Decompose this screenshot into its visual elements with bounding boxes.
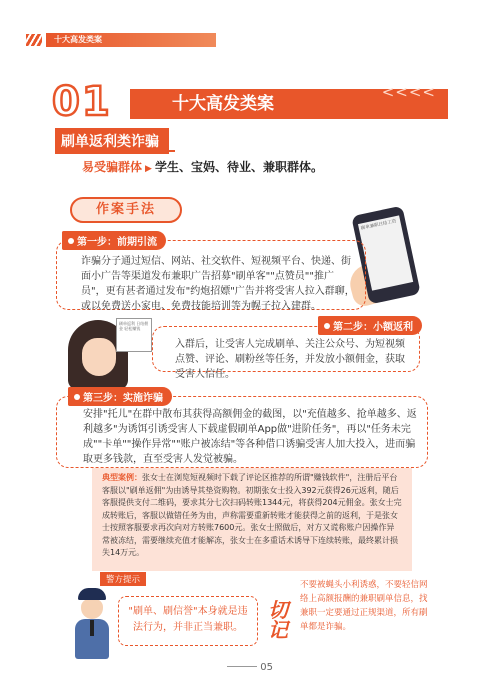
step-2-title: 第二步：小额返利	[333, 322, 413, 333]
step-1-label	[62, 231, 166, 250]
step-2-text: 入群后，让受害人完成刷单、关注公众号、为短视频点赞、评论、刷粉丝等任务，并发放小额佣金，获取受害人信任。	[175, 339, 405, 380]
phone-screen: 刷单兼职日结工资	[358, 215, 413, 290]
police-tie	[90, 620, 94, 636]
chevrons-icon: <<<<	[381, 83, 436, 101]
police-officer-illustration	[72, 588, 112, 666]
page-number-rule	[227, 666, 257, 667]
step-2-label	[318, 316, 422, 335]
victims-label: 易受骗群体	[82, 160, 143, 174]
stripe-decoration	[26, 34, 42, 46]
typical-case-text: 张女士在浏览短视频时下载了评论区推荐的所谓"赚钱软件"，注册后平台客服以"刷单返佣"为由诱导其垫资购物。初期张女士投入392元获得26元返利，随后客服提供支付二维码，要求其分七次扫码转账1344元，将获得204元佣金。张女士完成转账后，客服以做错任务为由，声称需要重新转账才能获得之前的返利，于是张女士按照客服要求再次向对方转账7600元。张女士照做后，对方又谎称账户因操作异常被冻结，需要继续充值才能解冻，张女士在多重话术诱导下连续转账，最终累计损失14万元。	[102, 473, 402, 557]
qieji-heading: 切记	[268, 598, 288, 642]
tip-right-text: 不要被蝇头小利诱惑，不要轻信网络上高额报酬的兼职刷单信息，找兼职一定要通过正规渠道，所有刷单都是诈骗。	[300, 580, 428, 632]
note-paper: 刷单返利 日结佣金 轻松赚钱	[116, 318, 152, 352]
tip-left-box: "刷单、刷信誉"本身就是违法行为，并非正当兼职。	[118, 596, 258, 646]
girl-face	[82, 338, 116, 376]
page-number-value: 05	[260, 662, 273, 673]
section-tag-label: 十大高发类案	[46, 33, 216, 47]
chapter-heading	[52, 79, 448, 125]
police-cap	[78, 588, 106, 600]
page-number	[0, 662, 500, 673]
step-1-title: 第一步：前期引流	[77, 237, 157, 248]
case-title: 刷单返利类诈骗	[55, 128, 169, 154]
step-3-title: 第三步：实施诈骗	[83, 393, 163, 404]
step-3-box	[56, 396, 428, 468]
step-3-text: 安排"托儿"在群中散布其获得高额佣金的截图，以"充值越多、抢单越多、返利越多"为诱饵引诱受害人下载虚假刷单App做"进阶任务"，再以"任务未完成""卡单""操作异常""账户被冻结"等各种借口诱骗受害人加大投入，进而骗取更多钱款，直至受害人发觉被骗。	[83, 409, 417, 465]
police-tip-label: 警方提示	[100, 572, 146, 586]
bullet-icon	[68, 238, 74, 244]
victims-text: 学生、宝妈、待业、兼职群体。	[154, 160, 323, 174]
girl-illustration	[68, 320, 148, 390]
step-1-box	[56, 240, 366, 310]
step-1-text: 诈骗分子通过短信、网站、社交软件、短视频平台、快递、街面小广告等渠道发布兼职广告招募"刷单客""点赞员""推广员"，更有甚者通过发布"约炮招嫖"广告并将受害人拉入群聊，或以免费送小家电、免费技能培训等为幌子拉入建群。	[81, 256, 355, 312]
typical-case-box	[92, 468, 412, 571]
bullet-icon	[324, 323, 330, 329]
victims-line	[82, 158, 323, 175]
typical-case-label: 典型案例：	[102, 473, 142, 482]
case-title-underline	[55, 150, 175, 152]
police-face	[81, 599, 103, 619]
method-title: 作案手法	[70, 197, 182, 223]
bullet-icon	[74, 394, 80, 400]
chapter-number: 01	[52, 79, 112, 125]
chapter-title: 十大高发类案	[130, 89, 448, 119]
triangle-icon: ▶	[145, 164, 152, 174]
section-tag	[26, 33, 216, 47]
step-3-label	[68, 387, 172, 406]
